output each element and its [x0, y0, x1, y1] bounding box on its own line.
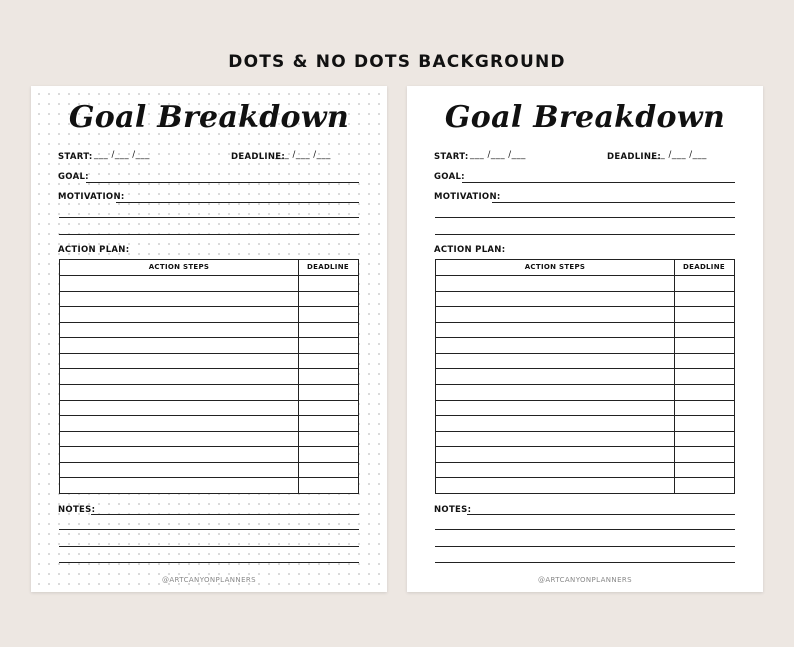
table-row [436, 337, 734, 338]
col-header-action-steps: ACTION STEPS [524, 263, 586, 271]
goal-label: GOAL: [58, 172, 89, 182]
table-row [436, 368, 734, 369]
sheet-title: Goal Breakdown [444, 100, 726, 135]
table-row [436, 291, 734, 292]
table-row [60, 462, 358, 463]
table-row [60, 322, 358, 323]
notes-line [91, 514, 359, 515]
table-row [436, 322, 734, 323]
deadline-date-blanks: ___ /___ /___ [275, 150, 331, 160]
motivation-line [435, 234, 735, 235]
table-row [60, 337, 358, 338]
notes-line [435, 562, 735, 563]
goal-line [462, 182, 735, 183]
goal-line [86, 182, 359, 183]
motivation-line [116, 202, 359, 203]
start-date-blanks: ___ /___ /___ [470, 150, 526, 160]
col-header-deadline: DEADLINE [683, 263, 725, 271]
action-plan-label: ACTION PLAN: [58, 245, 130, 255]
motivation-label: MOTIVATION: [434, 192, 501, 202]
deadline-date-blanks: ___ /___ /___ [651, 150, 707, 160]
start-label: START: [58, 152, 93, 162]
table-row [60, 431, 358, 432]
action-plan-table [59, 259, 359, 494]
table-row [436, 431, 734, 432]
motivation-line [59, 217, 359, 218]
motivation-line [59, 234, 359, 235]
table-row [436, 275, 734, 276]
banner-title: DOTS & NO DOTS BACKGROUND [228, 52, 566, 72]
action-plan-label: ACTION PLAN: [434, 245, 506, 255]
notes-line [435, 546, 735, 547]
table-row [436, 353, 734, 354]
table-row [60, 368, 358, 369]
table-row [436, 400, 734, 401]
column-divider [298, 260, 299, 493]
table-row [60, 446, 358, 447]
notes-line [59, 529, 359, 530]
table-row [436, 462, 734, 463]
planner-sheet-plain [407, 86, 763, 592]
notes-label: NOTES: [434, 505, 472, 515]
table-row [60, 275, 358, 276]
notes-line [435, 529, 735, 530]
notes-line [467, 514, 735, 515]
table-row [436, 415, 734, 416]
footer-handle: @ARTCANYONPLANNERS [537, 576, 633, 584]
table-row [60, 306, 358, 307]
col-header-action-steps: ACTION STEPS [148, 263, 210, 271]
motivation-line [492, 202, 735, 203]
col-header-deadline: DEADLINE [307, 263, 349, 271]
table-row [436, 384, 734, 385]
table-row [436, 306, 734, 307]
deadline-label: DEADLINE: [607, 152, 662, 162]
footer-handle: @ARTCANYONPLANNERS [161, 576, 257, 584]
sheet-title: Goal Breakdown [68, 100, 350, 135]
notes-label: NOTES: [58, 505, 96, 515]
action-plan-table [435, 259, 735, 494]
start-date-blanks: ___ /___ /___ [94, 150, 150, 160]
notes-line [59, 562, 359, 563]
notes-line [59, 546, 359, 547]
start-label: START: [434, 152, 469, 162]
motivation-line [435, 217, 735, 218]
table-row [60, 384, 358, 385]
table-row [60, 477, 358, 478]
table-row [60, 291, 358, 292]
planner-sheet-dotted [31, 86, 387, 592]
table-row [60, 400, 358, 401]
table-row [436, 446, 734, 447]
goal-label: GOAL: [434, 172, 465, 182]
table-row [60, 415, 358, 416]
table-row [436, 477, 734, 478]
table-row [60, 353, 358, 354]
deadline-label: DEADLINE: [231, 152, 286, 162]
motivation-label: MOTIVATION: [58, 192, 125, 202]
column-divider [674, 260, 675, 493]
